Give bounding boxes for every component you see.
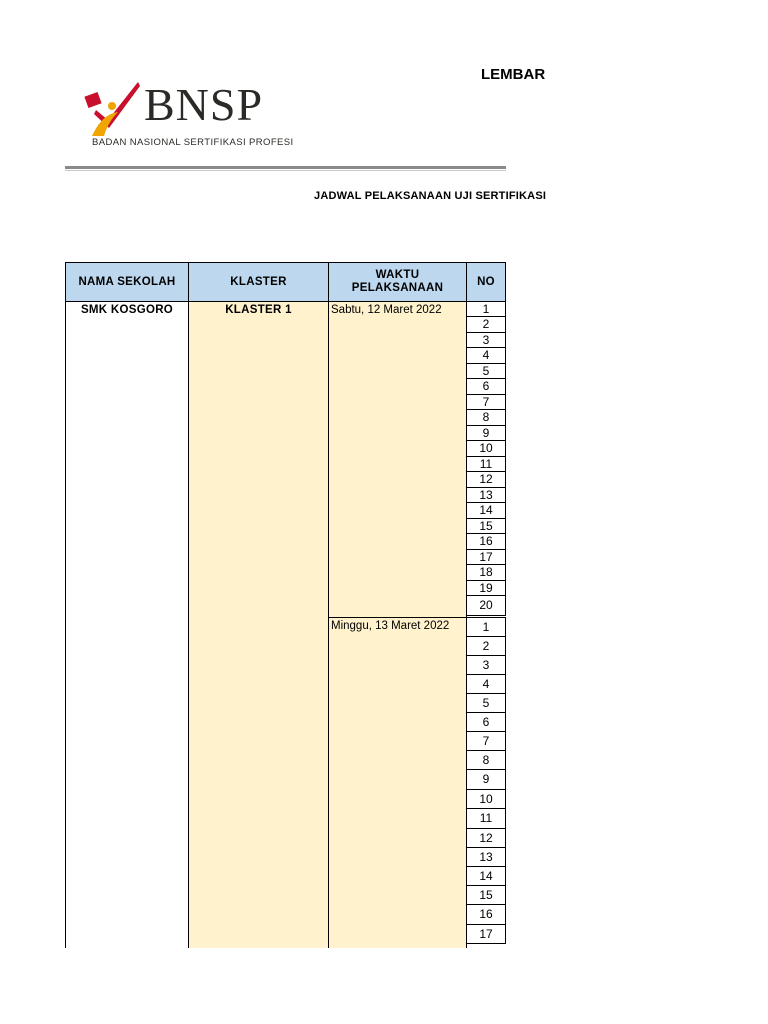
session-date-1: Sabtu, 12 Maret 2022 bbox=[331, 304, 442, 316]
number-cell: 16 bbox=[466, 904, 506, 925]
cluster-name: KLASTER 1 bbox=[225, 304, 292, 316]
logo-wordmark: BNSP bbox=[144, 79, 264, 130]
header-time bbox=[328, 262, 467, 302]
session-date-2: Minggu, 13 Maret 2022 bbox=[331, 620, 450, 632]
cluster-column bbox=[188, 302, 329, 948]
number-cell: 9 bbox=[466, 769, 506, 790]
header-time-line1: WAKTU bbox=[375, 269, 420, 281]
header-cluster bbox=[188, 262, 329, 302]
number-cell: 10 bbox=[466, 789, 506, 809]
school-name: SMK KOSGORO bbox=[80, 304, 174, 316]
number-cell: 20 bbox=[466, 595, 506, 616]
number-cell: 17 bbox=[466, 549, 506, 565]
number-cell: 7 bbox=[466, 394, 506, 410]
session-divider bbox=[328, 617, 467, 618]
number-cell: 9 bbox=[466, 425, 506, 441]
number-cell: 1 bbox=[466, 617, 506, 637]
header-no bbox=[466, 262, 506, 302]
header-cluster-label: KLASTER bbox=[230, 275, 287, 288]
number-cell: 12 bbox=[466, 471, 506, 488]
number-cell: 15 bbox=[466, 885, 506, 905]
number-cell: 15 bbox=[466, 518, 506, 534]
header-school bbox=[65, 262, 189, 302]
header-no-label: NO bbox=[477, 275, 495, 288]
logo-subtitle: BADAN NASIONAL SERTIFIKASI PROFESI bbox=[92, 137, 294, 148]
number-cell: 17 bbox=[466, 924, 506, 944]
number-cell: 2 bbox=[466, 316, 506, 333]
number-cell: 2 bbox=[466, 636, 506, 656]
header-divider-thin bbox=[65, 170, 506, 171]
number-cell: 4 bbox=[466, 674, 506, 694]
number-cell: 14 bbox=[466, 502, 506, 519]
number-cell: 10 bbox=[466, 440, 506, 457]
number-cell: 13 bbox=[466, 487, 506, 503]
number-cell: 6 bbox=[466, 378, 506, 395]
date-column bbox=[328, 302, 467, 948]
bnsp-emblem-icon bbox=[82, 80, 142, 140]
number-cell: 13 bbox=[466, 847, 506, 867]
number-cell: 8 bbox=[466, 750, 506, 770]
school-column bbox=[65, 302, 189, 948]
number-cell: 16 bbox=[466, 533, 506, 550]
schedule-table bbox=[65, 262, 506, 948]
number-cell: 12 bbox=[466, 828, 506, 848]
number-cell: 5 bbox=[466, 363, 506, 379]
number-cell: 7 bbox=[466, 731, 506, 751]
document-subtitle: JADWAL PELAKSANAAN UJI SERTIFIKASI bbox=[314, 190, 547, 202]
number-cell: 18 bbox=[466, 564, 506, 581]
number-cell: 4 bbox=[466, 347, 506, 364]
number-cell: 3 bbox=[466, 332, 506, 348]
number-cell: 19 bbox=[466, 580, 506, 596]
number-cell: 6 bbox=[466, 712, 506, 732]
document-title: LEMBAR bbox=[481, 66, 546, 83]
number-cell: 5 bbox=[466, 693, 506, 713]
header-school-label: NAMA SEKOLAH bbox=[78, 275, 176, 288]
bnsp-logo bbox=[82, 80, 332, 154]
number-cell: 11 bbox=[466, 456, 506, 472]
number-cell: 1 bbox=[466, 301, 506, 317]
header-divider bbox=[65, 166, 506, 169]
number-cell: 11 bbox=[466, 808, 506, 829]
number-cell: 3 bbox=[466, 655, 506, 675]
number-cell: 8 bbox=[466, 409, 506, 426]
number-cell: 14 bbox=[466, 866, 506, 886]
header-time-line2: PELAKSANAAN bbox=[351, 282, 444, 294]
